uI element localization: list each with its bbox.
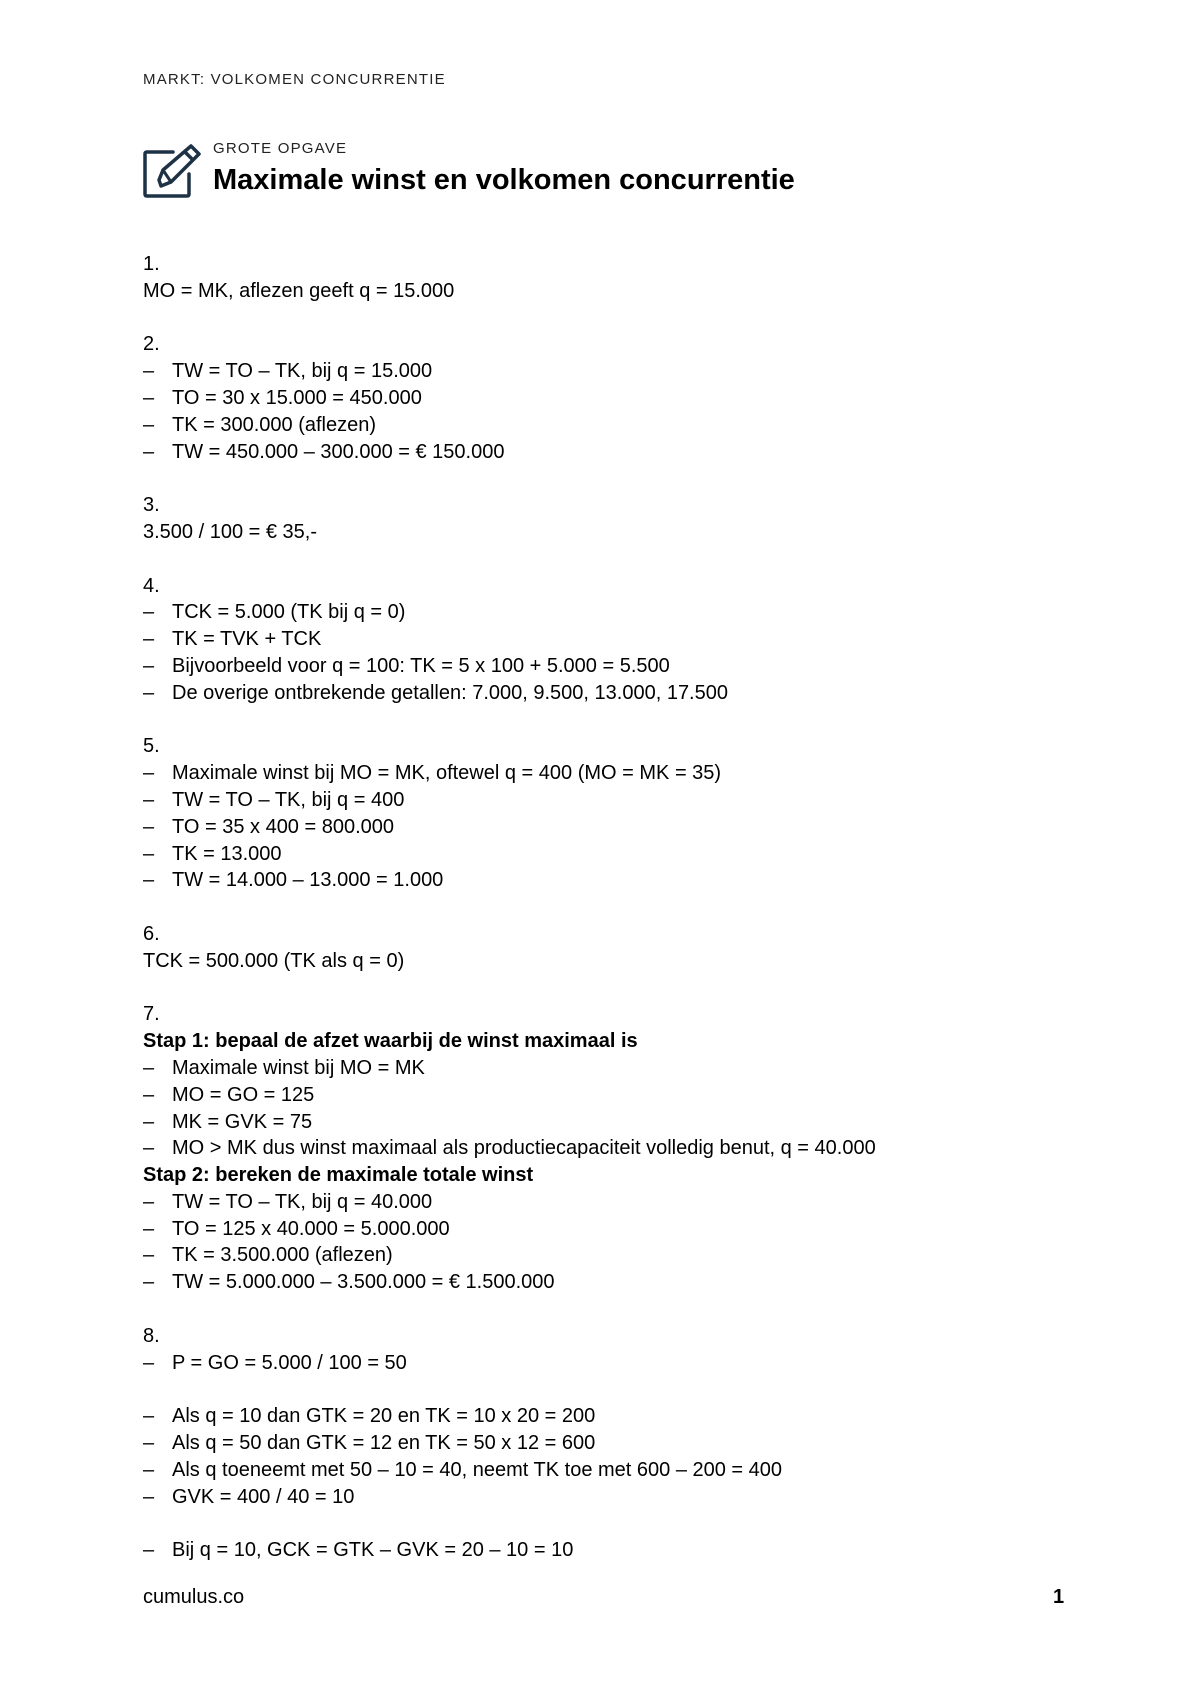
line-text: Maximale winst bij MO = MK (172, 1056, 425, 1079)
dash-bullet: – (143, 440, 155, 463)
dash-bullet: – (143, 815, 155, 838)
answer-line (143, 278, 1143, 305)
answer-section (143, 251, 1143, 305)
line-text: TK = 13.000 (172, 842, 282, 865)
dash-bullet: – (143, 762, 155, 785)
line-text: De overige ontbrekende getallen: 7.000, 9.500, 13.000, 17.500 (172, 681, 728, 704)
dash-bullet: – (143, 1405, 155, 1428)
answer-section (143, 733, 1143, 894)
dash-bullet: – (143, 1539, 155, 1562)
line-text: TCK = 500.000 (TK als q = 0) (143, 949, 405, 972)
bullet-line (143, 1242, 1143, 1269)
line-text: TW = TO – TK, bij q = 15.000 (172, 360, 433, 383)
dash-bullet: – (143, 1056, 155, 1079)
title-text (213, 140, 795, 200)
dash-bullet: – (143, 413, 155, 436)
line-text: P = GO = 5.000 / 100 = 50 (172, 1351, 407, 1374)
bullet-line (143, 1055, 1143, 1082)
dash-bullet: – (143, 601, 155, 624)
bullet-line (143, 1537, 1143, 1564)
answer-line (143, 519, 1143, 546)
bullet-line (143, 385, 1143, 412)
line-text: TW = 14.000 – 13.000 = 1.000 (172, 869, 444, 892)
bullet-line (143, 439, 1143, 466)
line-text: MO = MK, aflezen geeft q = 15.000 (143, 279, 455, 302)
line-text: TK = 300.000 (aflezen) (172, 413, 377, 436)
bullet-line (143, 1430, 1143, 1457)
answer-section (143, 921, 1143, 975)
page-number: 1 (1053, 1586, 1065, 1608)
dash-bullet: – (143, 1458, 155, 1481)
bullet-line (143, 1350, 1143, 1377)
edit-note-icon (143, 144, 203, 200)
line-text: Als q = 50 dan GTK = 12 en TK = 50 x 12 = 600 (172, 1432, 596, 1455)
line-text: 3.500 / 100 = € 35,- (143, 520, 318, 543)
bullet-line (143, 1484, 1143, 1511)
bullet-line (143, 760, 1143, 787)
bullet-line (143, 680, 1143, 707)
line-text: TW = TO – TK, bij q = 400 (172, 788, 405, 811)
question-number: 1. (143, 253, 160, 275)
line-text: TW = TO – TK, bij q = 40.000 (172, 1190, 433, 1213)
bullet-line (143, 1135, 1143, 1162)
line-text: TK = TVK + TCK (172, 628, 322, 651)
dash-bullet: – (143, 681, 155, 704)
dash-bullet: – (143, 386, 155, 409)
answer-section (143, 331, 1143, 465)
dash-bullet: – (143, 869, 155, 892)
line-text: Bijvoorbeeld voor q = 100: TK = 5 x 100 + 5.000 = 5.500 (172, 654, 670, 677)
question-number: 3. (143, 494, 160, 517)
dash-bullet: – (143, 1244, 155, 1267)
answer-section (143, 492, 1143, 546)
dash-bullet: – (143, 628, 155, 651)
bullet-line (143, 653, 1143, 680)
question-number: 8. (143, 1324, 160, 1347)
bullet-line (143, 1216, 1143, 1243)
bullet-line (143, 358, 1143, 385)
line-text: TO = 125 x 40.000 = 5.000.000 (172, 1217, 450, 1240)
question-number: 5. (143, 735, 160, 758)
bullet-line (143, 626, 1143, 653)
line-text: MK = GVK = 75 (172, 1110, 313, 1133)
dash-bullet: – (143, 654, 155, 677)
answer-section (143, 573, 1143, 707)
dash-bullet: – (143, 360, 155, 383)
page-title: Maximale winst en volkomen concurrentie (213, 164, 795, 196)
bullet-line (143, 1457, 1143, 1484)
line-text: Bij q = 10, GCK = GTK – GVK = 20 – 10 = 10 (172, 1539, 574, 1562)
answer-section (143, 1323, 1143, 1564)
line-text: Stap 1: bepaal de afzet waarbij de winst maximaal is (143, 1030, 638, 1053)
step-heading (143, 1162, 1143, 1189)
blank-line (143, 1510, 1143, 1537)
question-number: 6. (143, 922, 160, 945)
answers-content (143, 251, 1143, 1591)
dash-bullet: – (143, 1217, 155, 1240)
bullet-line (143, 412, 1143, 439)
line-text: TW = 450.000 – 300.000 = € 150.000 (172, 440, 505, 463)
line-text: GVK = 400 / 40 = 10 (172, 1485, 355, 1508)
line-text: MO > MK dus winst maximaal als productiecapaciteit volledig benut, q = 40.000 (172, 1137, 876, 1160)
bullet-line (143, 1189, 1143, 1216)
blank-line (143, 1376, 1143, 1403)
bullet-line (143, 1403, 1143, 1430)
step-heading (143, 1028, 1143, 1055)
line-text: Stap 2: bereken de maximale totale winst (143, 1164, 534, 1187)
line-text: TO = 35 x 400 = 800.000 (172, 815, 395, 838)
bullet-line (143, 1082, 1143, 1109)
line-text: TO = 30 x 15.000 = 450.000 (172, 386, 422, 409)
dash-bullet: – (143, 1083, 155, 1106)
question-number: 4. (143, 574, 160, 597)
dash-bullet: – (143, 1485, 155, 1508)
line-text: MO = GO = 125 (172, 1083, 315, 1106)
line-text: TK = 3.500.000 (aflezen) (172, 1244, 393, 1267)
dash-bullet: – (143, 842, 155, 865)
bullet-line (143, 841, 1143, 868)
dash-bullet: – (143, 1137, 155, 1160)
dash-bullet: – (143, 1110, 155, 1133)
question-number: 2. (143, 333, 160, 356)
line-text: TCK = 5.000 (TK bij q = 0) (172, 601, 406, 624)
bullet-line (143, 814, 1143, 841)
bullet-line (143, 787, 1143, 814)
bullet-line (143, 1109, 1143, 1136)
dash-bullet: – (143, 788, 155, 811)
bullet-line (143, 867, 1143, 894)
line-text: Als q toeneemt met 50 – 10 = 40, neemt TK toe met 600 – 200 = 400 (172, 1458, 783, 1481)
dash-bullet: – (143, 1271, 155, 1294)
subtitle: GROTE OPGAVE (213, 140, 348, 157)
footer-site: cumulus.co (143, 1586, 245, 1608)
dash-bullet: – (143, 1190, 155, 1213)
answer-section (143, 1001, 1143, 1296)
question-number: 7. (143, 1003, 160, 1026)
bullet-line (143, 1269, 1143, 1296)
line-text: Als q = 10 dan GTK = 20 en TK = 10 x 20 = 200 (172, 1405, 596, 1428)
bullet-line (143, 599, 1143, 626)
dash-bullet: – (143, 1432, 155, 1455)
line-text: TW = 5.000.000 – 3.500.000 = € 1.500.000 (172, 1271, 555, 1294)
answer-line (143, 948, 1143, 975)
dash-bullet: – (143, 1351, 155, 1374)
line-text: Maximale winst bij MO = MK, oftewel q = 400 (MO = MK = 35) (172, 762, 722, 785)
running-header: MARKT: VOLKOMEN CONCURRENTIE (143, 71, 446, 88)
